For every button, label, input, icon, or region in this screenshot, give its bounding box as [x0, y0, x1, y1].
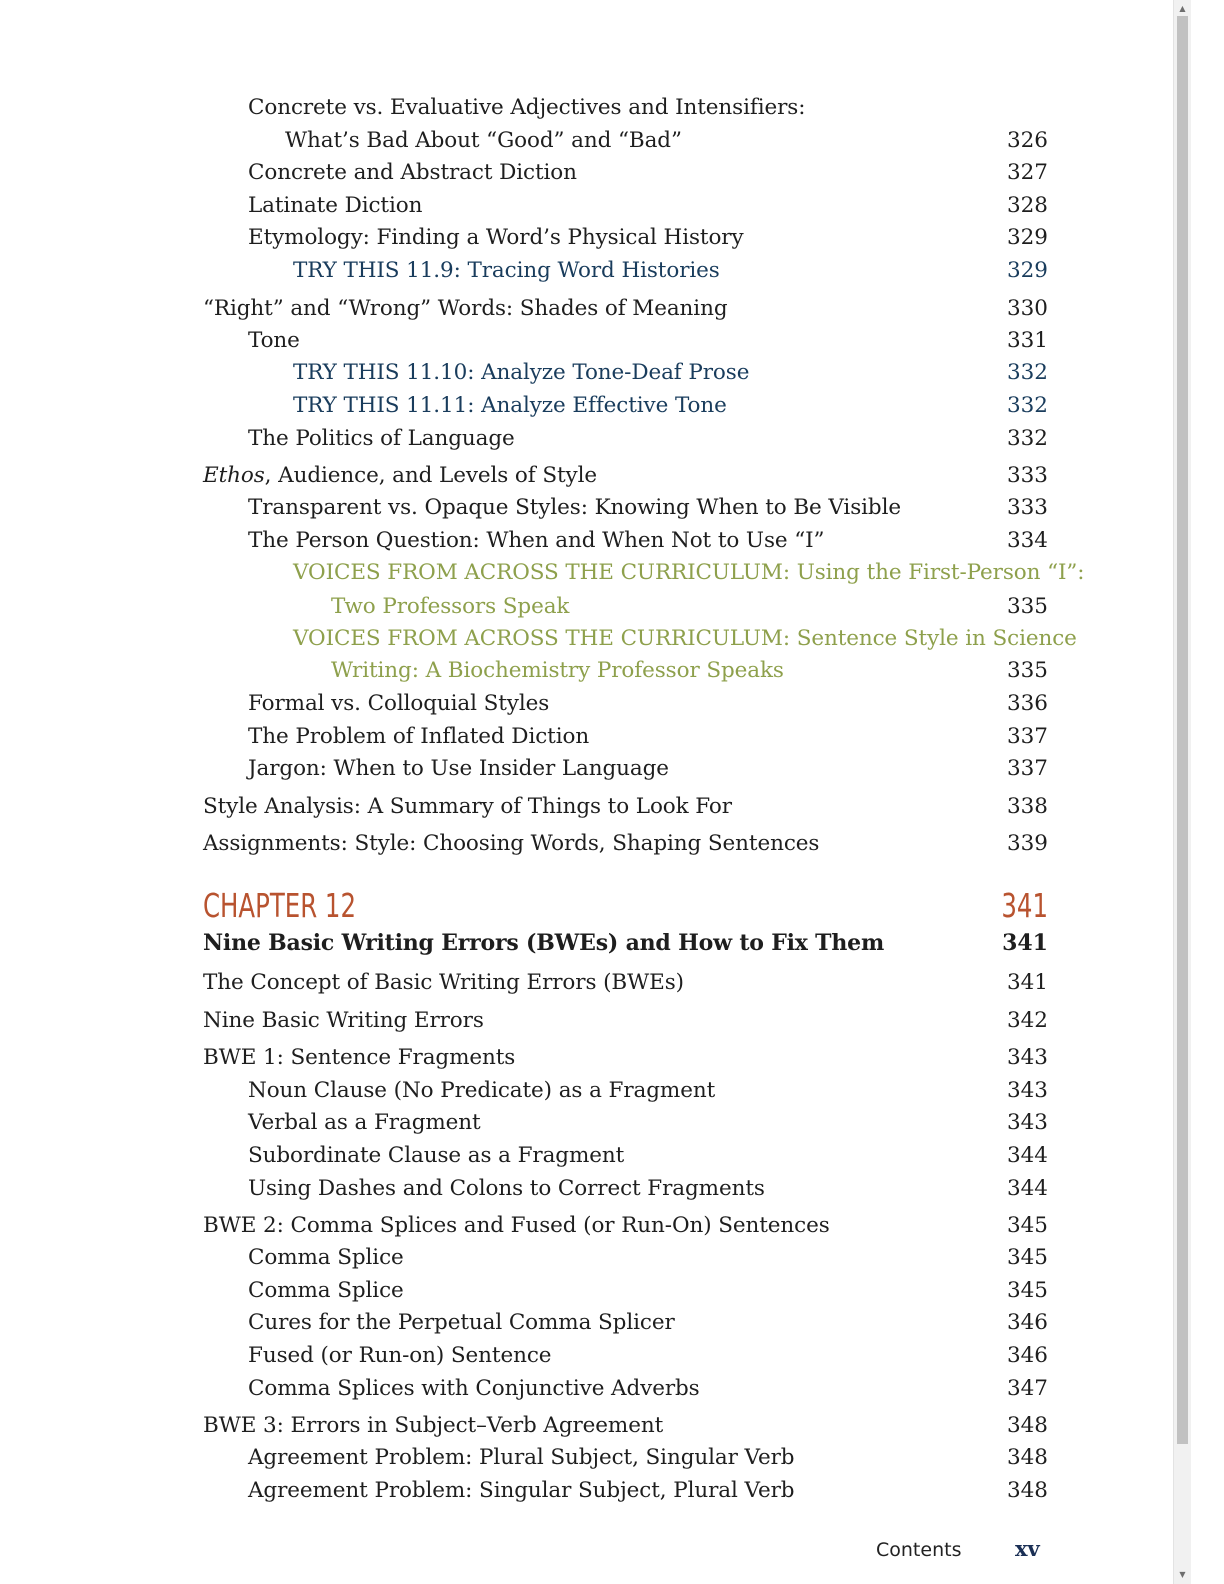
- toc-entry-title: Comma Splice: [248, 1278, 404, 1303]
- toc-entry-title: Verbal as a Fragment: [248, 1110, 481, 1135]
- toc-entry-title: BWE 3: Errors in Subject–Verb Agreement: [203, 1413, 664, 1438]
- toc-entry-page: 326: [1006, 128, 1048, 153]
- toc-entry: [0, 292, 1180, 326]
- toc-entry-title: BWE 2: Comma Splices and Fused (or Run-On) Sentences: [203, 1213, 830, 1238]
- toc-entry: [0, 752, 1180, 786]
- toc-entry-page: 348: [1006, 1445, 1048, 1470]
- toc-entry-title: The Person Question: When and When Not to Use “I”: [248, 528, 825, 553]
- toc-entry-title: VOICES FROM ACROSS THE CURRICULUM: Sentence Style in Science: [293, 626, 1077, 651]
- toc-entry-try-this[interactable]: [0, 356, 1180, 390]
- toc-entry-title-italic: Ethos: [203, 463, 265, 488]
- toc-entry-page: 347: [1006, 1376, 1048, 1401]
- toc-entry: [0, 524, 1180, 558]
- folio-page-number: xv: [1015, 1536, 1040, 1561]
- scroll-down-arrow-icon[interactable]: ▼: [1179, 1570, 1186, 1579]
- toc-entry-title: Assignments: Style: Choosing Words, Shaping Sentences: [203, 831, 820, 856]
- toc-entry: [0, 1306, 1180, 1340]
- toc-entry-page: 337: [1006, 756, 1048, 781]
- vertical-scrollbar[interactable]: [1173, 0, 1191, 1584]
- toc-entry: [0, 827, 1180, 861]
- running-footer-label: Contents: [876, 1539, 962, 1561]
- toc-entry: [0, 1041, 1180, 1075]
- toc-entry: [0, 1172, 1180, 1206]
- toc-entry-page: 345: [1006, 1213, 1048, 1238]
- toc-entry-title: Writing: A Biochemistry Professor Speaks: [331, 658, 784, 683]
- toc-entry-title: Cures for the Perpetual Comma Splicer: [248, 1310, 675, 1335]
- toc-entry: [0, 156, 1180, 190]
- toc-entry: [0, 1441, 1180, 1475]
- toc-entry-title: Noun Clause (No Predicate) as a Fragment: [248, 1078, 716, 1103]
- toc-entry: [0, 1339, 1180, 1373]
- toc-entry-page: 338: [1006, 794, 1048, 819]
- toc-entry: [0, 1106, 1180, 1140]
- toc-entry-try-this[interactable]: [0, 389, 1180, 423]
- toc-entry-page: 330: [1006, 296, 1048, 321]
- toc-entry-page: 345: [1006, 1278, 1048, 1303]
- toc-entry: [0, 422, 1180, 456]
- toc-entry-title: Agreement Problem: Singular Subject, Plural Verb: [248, 1478, 795, 1503]
- toc-entry: [0, 1372, 1180, 1406]
- toc-entry-try-this[interactable]: [0, 254, 1180, 288]
- toc-entry-title: BWE 1: Sentence Fragments: [203, 1045, 516, 1070]
- toc-entry: [0, 189, 1180, 223]
- toc-entry: [0, 1274, 1180, 1308]
- toc-entry-title: The Problem of Inflated Diction: [248, 724, 590, 749]
- toc-entry-title: Comma Splices with Conjunctive Adverbs: [248, 1376, 700, 1401]
- toc-entry-page: 348: [1006, 1478, 1048, 1503]
- toc-entry: [0, 1241, 1180, 1275]
- toc-entry-title: TRY THIS 11.10: Analyze Tone-Deaf Prose: [293, 360, 750, 385]
- chapter-page: 341: [1001, 886, 1048, 925]
- toc-entry-page: 334: [1006, 528, 1048, 553]
- toc-entry: [0, 124, 1180, 158]
- toc-entry-title: VOICES FROM ACROSS THE CURRICULUM: Using the First-Person “I”:: [293, 560, 1085, 585]
- toc-entry-page: 337: [1006, 724, 1048, 749]
- toc-entry-page: 344: [1006, 1143, 1048, 1168]
- toc-entry-title: Tone: [248, 328, 300, 353]
- toc-entry-page: 344: [1006, 1176, 1048, 1201]
- toc-entry: [0, 1004, 1180, 1038]
- toc-entry-title: Style Analysis: A Summary of Things to Look For: [203, 794, 732, 819]
- toc-entry-page: 343: [1006, 1078, 1048, 1103]
- toc-entry-title-rest: , Audience, and Levels of Style: [264, 463, 597, 488]
- toc-entry-page: 329: [1006, 225, 1048, 250]
- toc-entry-page: 339: [1006, 831, 1048, 856]
- toc-entry: [0, 1474, 1180, 1508]
- toc-entry: [0, 790, 1180, 824]
- toc-entry-page: 333: [1006, 463, 1048, 488]
- toc-entry-voices[interactable]: [0, 622, 1180, 656]
- toc-entry-page: 348: [1006, 1413, 1048, 1438]
- toc-entry-title: Transparent vs. Opaque Styles: Knowing When to Be Visible: [248, 495, 901, 520]
- chapter-label: CHAPTER 12: [203, 886, 356, 925]
- toc-entry-title: Agreement Problem: Plural Subject, Singular Verb: [248, 1445, 795, 1470]
- toc-entry-title: Two Professors Speak: [331, 594, 570, 619]
- toc-entry-page: 336: [1006, 691, 1048, 716]
- toc-entry: [0, 1139, 1180, 1173]
- toc-entry: [0, 491, 1180, 525]
- toc-entry: [0, 1409, 1180, 1443]
- toc-entry-page: 327: [1006, 160, 1048, 185]
- toc-entry-title: What’s Bad About “Good” and “Bad”: [285, 128, 682, 153]
- scrollbar-thumb[interactable]: [1177, 16, 1188, 1444]
- toc-entry-title: Nine Basic Writing Errors: [203, 1008, 484, 1033]
- toc-entry-title: [203, 459, 597, 493]
- toc-entry-title: TRY THIS 11.11: Analyze Effective Tone: [293, 393, 727, 418]
- toc-entry: [0, 1209, 1180, 1243]
- toc-entry: [0, 459, 1180, 493]
- toc-entry-title: Formal vs. Colloquial Styles: [248, 691, 550, 716]
- chapter-heading: [0, 886, 1180, 926]
- toc-entry-title: “Right” and “Wrong” Words: Shades of Meaning: [203, 296, 728, 321]
- toc-entry-title: Using Dashes and Colons to Correct Fragments: [248, 1176, 765, 1201]
- toc-entry-page: 346: [1006, 1310, 1048, 1335]
- toc-entry-page: 345: [1006, 1245, 1048, 1270]
- toc-entry: [0, 1074, 1180, 1108]
- toc-entry: [0, 324, 1180, 358]
- toc-entry-title: Etymology: Finding a Word’s Physical History: [248, 225, 744, 250]
- chapter-title: [0, 926, 1180, 960]
- toc-entry: [0, 966, 1180, 1000]
- toc-entry-page: 335: [1006, 594, 1048, 619]
- toc-entry-title: Concrete and Abstract Diction: [248, 160, 577, 185]
- toc-entry-page: 342: [1006, 1008, 1048, 1033]
- toc-entry: [0, 687, 1180, 721]
- toc-entry-title: TRY THIS 11.9: Tracing Word Histories: [293, 258, 720, 283]
- toc-entry-page: 335: [1006, 658, 1048, 683]
- toc-entry-voices[interactable]: [0, 556, 1180, 590]
- toc-entry: [0, 91, 1180, 125]
- toc-entry-title: The Concept of Basic Writing Errors (BWEs): [203, 970, 684, 995]
- toc-entry-title: Subordinate Clause as a Fragment: [248, 1143, 625, 1168]
- toc-entry-page: 332: [1006, 393, 1048, 418]
- toc-entry-page: 343: [1006, 1110, 1048, 1135]
- chapter-title-page: 341: [1002, 930, 1048, 956]
- toc-entry-page: 328: [1006, 193, 1048, 218]
- toc-entry-title: Latinate Diction: [248, 193, 423, 218]
- toc-entry-page: 329: [1006, 258, 1048, 283]
- toc-entry-page: 332: [1006, 426, 1048, 451]
- toc-entry-title: Concrete vs. Evaluative Adjectives and Intensifiers:: [248, 95, 806, 120]
- chapter-title-text: Nine Basic Writing Errors (BWEs) and How to Fix Them: [203, 930, 885, 956]
- toc-entry-page: 332: [1006, 360, 1048, 385]
- toc-entry-page: 333: [1006, 495, 1048, 520]
- toc-entry: [0, 221, 1180, 255]
- toc-entry-page: 346: [1006, 1343, 1048, 1368]
- toc-entry-page: 331: [1006, 328, 1048, 353]
- toc-entry-voices[interactable]: [0, 590, 1180, 624]
- toc-entry-title: Fused (or Run-on) Sentence: [248, 1343, 552, 1368]
- toc-entry-voices[interactable]: [0, 654, 1180, 688]
- toc-entry-title: Jargon: When to Use Insider Language: [248, 756, 669, 781]
- toc-entry-title: The Politics of Language: [248, 426, 515, 451]
- toc-entry-title: Comma Splice: [248, 1245, 404, 1270]
- toc-entry-page: 343: [1006, 1045, 1048, 1070]
- toc-entry: [0, 720, 1180, 754]
- toc-entry-page: 341: [1006, 970, 1048, 995]
- scroll-up-arrow-icon[interactable]: ▲: [1179, 4, 1186, 13]
